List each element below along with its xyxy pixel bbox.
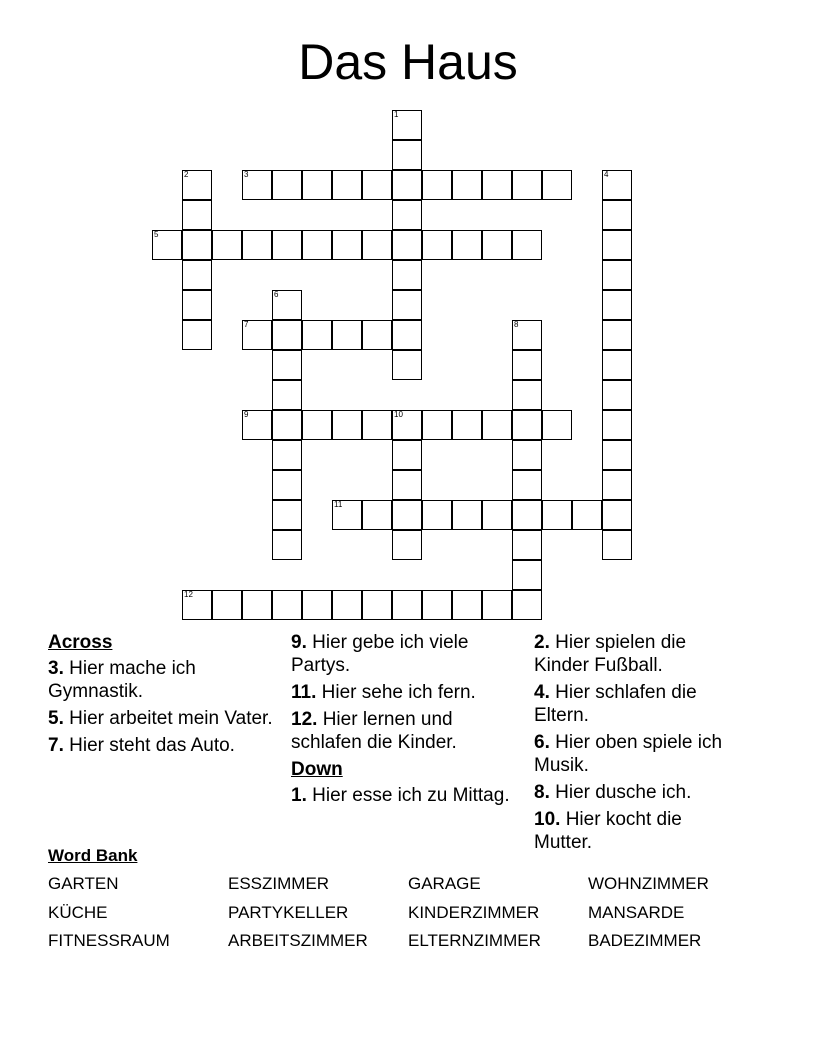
crossword-cell[interactable] bbox=[602, 440, 632, 470]
cell-number: 8 bbox=[514, 320, 519, 329]
crossword-cell[interactable] bbox=[272, 470, 302, 500]
crossword-cell[interactable] bbox=[272, 320, 302, 350]
crossword-cell[interactable] bbox=[542, 500, 572, 530]
clues-column-2 bbox=[291, 631, 521, 811]
cell-number: 5 bbox=[154, 230, 159, 239]
crossword-cell[interactable] bbox=[212, 590, 242, 620]
cell-number: 2 bbox=[184, 170, 189, 179]
crossword-cell[interactable] bbox=[482, 410, 512, 440]
crossword-cell[interactable] bbox=[272, 230, 302, 260]
crossword-cell[interactable] bbox=[602, 530, 632, 560]
crossword-cell[interactable] bbox=[572, 500, 602, 530]
crossword-cell[interactable] bbox=[602, 320, 632, 350]
crossword-cell[interactable] bbox=[152, 230, 182, 260]
crossword-cell[interactable] bbox=[242, 230, 272, 260]
cell-number: 9 bbox=[244, 410, 249, 419]
clue-down-2: 2. Hier spielen die Kinder Fußball. bbox=[534, 632, 687, 676]
cell-number: 6 bbox=[274, 290, 279, 299]
crossword-cell[interactable] bbox=[362, 170, 392, 200]
down-heading: Down bbox=[291, 759, 343, 780]
crossword-cell[interactable] bbox=[392, 530, 422, 560]
crossword-cell[interactable] bbox=[332, 590, 362, 620]
crossword-cell[interactable] bbox=[272, 440, 302, 470]
crossword-cell[interactable] bbox=[512, 230, 542, 260]
word-bank-item: ELTERNZIMMER bbox=[408, 931, 541, 950]
crossword-cell[interactable] bbox=[332, 500, 362, 530]
crossword-cell[interactable] bbox=[242, 590, 272, 620]
crossword-cell[interactable] bbox=[392, 110, 422, 140]
crossword-cell[interactable] bbox=[242, 320, 272, 350]
word-bank-item: MANSARDE bbox=[588, 903, 685, 922]
crossword-cell[interactable] bbox=[392, 350, 422, 380]
word-bank-item: FITNESSRAUM bbox=[48, 931, 170, 950]
clue-down-8: 8. Hier dusche ich. bbox=[534, 782, 692, 803]
crossword-cell[interactable] bbox=[272, 410, 302, 440]
crossword-cell[interactable] bbox=[512, 380, 542, 410]
crossword-cell[interactable] bbox=[302, 230, 332, 260]
crossword-cell[interactable] bbox=[182, 590, 212, 620]
crossword-cell[interactable] bbox=[422, 500, 452, 530]
crossword-cell[interactable] bbox=[362, 590, 392, 620]
word-bank-item: KINDERZIMMER bbox=[408, 903, 540, 922]
clue-down-6: 6. Hier oben spiele ich Musik. bbox=[534, 732, 723, 776]
cell-number: 1 bbox=[394, 110, 399, 119]
crossword-cell[interactable] bbox=[452, 410, 482, 440]
crossword-cell[interactable] bbox=[392, 260, 422, 290]
crossword-cell[interactable] bbox=[452, 500, 482, 530]
crossword-cell[interactable] bbox=[392, 230, 422, 260]
crossword-cell[interactable] bbox=[182, 230, 212, 260]
across-heading: Across bbox=[48, 632, 113, 653]
word-bank-item: ARBEITSZIMMER bbox=[228, 931, 368, 950]
crossword-cell[interactable] bbox=[212, 230, 242, 260]
crossword-cell[interactable] bbox=[512, 530, 542, 560]
crossword-cell[interactable] bbox=[332, 320, 362, 350]
crossword-cell[interactable] bbox=[602, 470, 632, 500]
crossword-cell[interactable] bbox=[602, 230, 632, 260]
crossword-cell[interactable] bbox=[392, 170, 422, 200]
crossword-cell[interactable] bbox=[392, 470, 422, 500]
crossword-cell[interactable] bbox=[602, 170, 632, 200]
crossword-cell[interactable] bbox=[392, 140, 422, 170]
crossword-cell[interactable] bbox=[272, 170, 302, 200]
crossword-cell[interactable] bbox=[182, 260, 212, 290]
crossword-cell[interactable] bbox=[182, 320, 212, 350]
word-bank-title: Word Bank bbox=[48, 846, 138, 865]
crossword-cell[interactable] bbox=[512, 500, 542, 530]
cell-number: 12 bbox=[184, 590, 193, 599]
crossword-cell[interactable] bbox=[602, 410, 632, 440]
crossword-cell[interactable] bbox=[602, 500, 632, 530]
crossword-cell[interactable] bbox=[182, 170, 212, 200]
crossword-cell[interactable] bbox=[512, 320, 542, 350]
clue-across-7: 7. Hier steht das Auto. bbox=[48, 735, 235, 756]
crossword-cell[interactable] bbox=[332, 170, 362, 200]
crossword-cell[interactable] bbox=[362, 320, 392, 350]
clues-column-1 bbox=[48, 631, 283, 761]
crossword-cell[interactable] bbox=[332, 410, 362, 440]
cell-number: 7 bbox=[244, 320, 249, 329]
crossword-cell[interactable] bbox=[182, 290, 212, 320]
word-bank-item: ESSZIMMER bbox=[228, 874, 330, 893]
crossword-cell[interactable] bbox=[512, 440, 542, 470]
crossword-cell[interactable] bbox=[242, 410, 272, 440]
crossword-cell[interactable] bbox=[272, 350, 302, 380]
crossword-cell[interactable] bbox=[242, 170, 272, 200]
crossword-cell[interactable] bbox=[392, 410, 422, 440]
crossword-cell[interactable] bbox=[302, 590, 332, 620]
word-bank-item: GARTEN bbox=[48, 874, 119, 893]
crossword-cell[interactable] bbox=[182, 200, 212, 230]
crossword-cell[interactable] bbox=[302, 170, 332, 200]
crossword-cell[interactable] bbox=[392, 200, 422, 230]
crossword-cell[interactable] bbox=[452, 170, 482, 200]
cell-number: 10 bbox=[394, 410, 403, 419]
crossword-cell[interactable] bbox=[512, 470, 542, 500]
crossword-cell[interactable] bbox=[362, 230, 392, 260]
crossword-cell[interactable] bbox=[542, 410, 572, 440]
clue-across-11: 11. Hier sehe ich fern. bbox=[291, 682, 476, 703]
crossword-cell[interactable] bbox=[272, 530, 302, 560]
page-title: Das Haus bbox=[298, 34, 518, 90]
crossword-cell[interactable] bbox=[512, 560, 542, 590]
cell-number: 11 bbox=[334, 500, 343, 509]
crossword-cell[interactable] bbox=[452, 590, 482, 620]
crossword-cell[interactable] bbox=[362, 410, 392, 440]
crossword-cell[interactable] bbox=[302, 320, 332, 350]
cell-number: 3 bbox=[244, 170, 249, 179]
crossword-cell[interactable] bbox=[602, 350, 632, 380]
crossword-cell[interactable] bbox=[482, 500, 512, 530]
crossword-cell[interactable] bbox=[422, 170, 452, 200]
clue-down-1: 1. Hier esse ich zu Mittag. bbox=[291, 785, 510, 806]
crossword-cell[interactable] bbox=[602, 200, 632, 230]
crossword-cell[interactable] bbox=[482, 230, 512, 260]
crossword-cell[interactable] bbox=[272, 590, 302, 620]
crossword-cell[interactable] bbox=[302, 410, 332, 440]
clue-across-3: 3. Hier mache ich Gymnastik. bbox=[48, 658, 196, 702]
word-bank-item: WOHNZIMMER bbox=[588, 874, 709, 893]
crossword-cell[interactable] bbox=[512, 590, 542, 620]
clue-across-12: 12. Hier lernen und schlafen die Kinder. bbox=[291, 709, 457, 753]
crossword-cell[interactable] bbox=[422, 590, 452, 620]
crossword-cell[interactable] bbox=[482, 170, 512, 200]
crossword-cell[interactable] bbox=[482, 590, 512, 620]
clue-down-10: 10. Hier kocht die Mutter. bbox=[534, 809, 682, 853]
word-bank-item: KÜCHE bbox=[48, 903, 108, 922]
crossword-cell[interactable] bbox=[602, 380, 632, 410]
crossword-cell[interactable] bbox=[392, 320, 422, 350]
cell-number: 4 bbox=[604, 170, 609, 179]
word-bank-item: BADEZIMMER bbox=[588, 931, 702, 950]
crossword-cell[interactable] bbox=[392, 440, 422, 470]
crossword-cell[interactable] bbox=[332, 230, 362, 260]
crossword-cell[interactable] bbox=[422, 230, 452, 260]
crossword-cell[interactable] bbox=[362, 500, 392, 530]
crossword-cell[interactable] bbox=[452, 230, 482, 260]
crossword-cell[interactable] bbox=[392, 500, 422, 530]
crossword-cell[interactable] bbox=[602, 290, 632, 320]
word-bank-item: PARTYKELLER bbox=[228, 903, 349, 922]
clue-down-4: 4. Hier schlafen die Eltern. bbox=[534, 682, 697, 726]
crossword-cell[interactable] bbox=[392, 290, 422, 320]
clue-across-9: 9. Hier gebe ich viele Partys. bbox=[291, 632, 469, 676]
crossword-cell[interactable] bbox=[512, 350, 542, 380]
clues-column-3 bbox=[534, 631, 734, 858]
crossword-cell[interactable] bbox=[422, 410, 452, 440]
crossword-cell[interactable] bbox=[272, 500, 302, 530]
crossword-cell[interactable] bbox=[542, 170, 572, 200]
crossword-cell[interactable] bbox=[512, 410, 542, 440]
crossword-cell[interactable] bbox=[602, 260, 632, 290]
word-bank-item: GARAGE bbox=[408, 874, 481, 893]
crossword-cell[interactable] bbox=[272, 290, 302, 320]
clue-across-5: 5. Hier arbeitet mein Vater. bbox=[48, 708, 273, 729]
crossword-cell[interactable] bbox=[392, 590, 422, 620]
crossword-cell[interactable] bbox=[512, 170, 542, 200]
crossword-cell[interactable] bbox=[272, 380, 302, 410]
